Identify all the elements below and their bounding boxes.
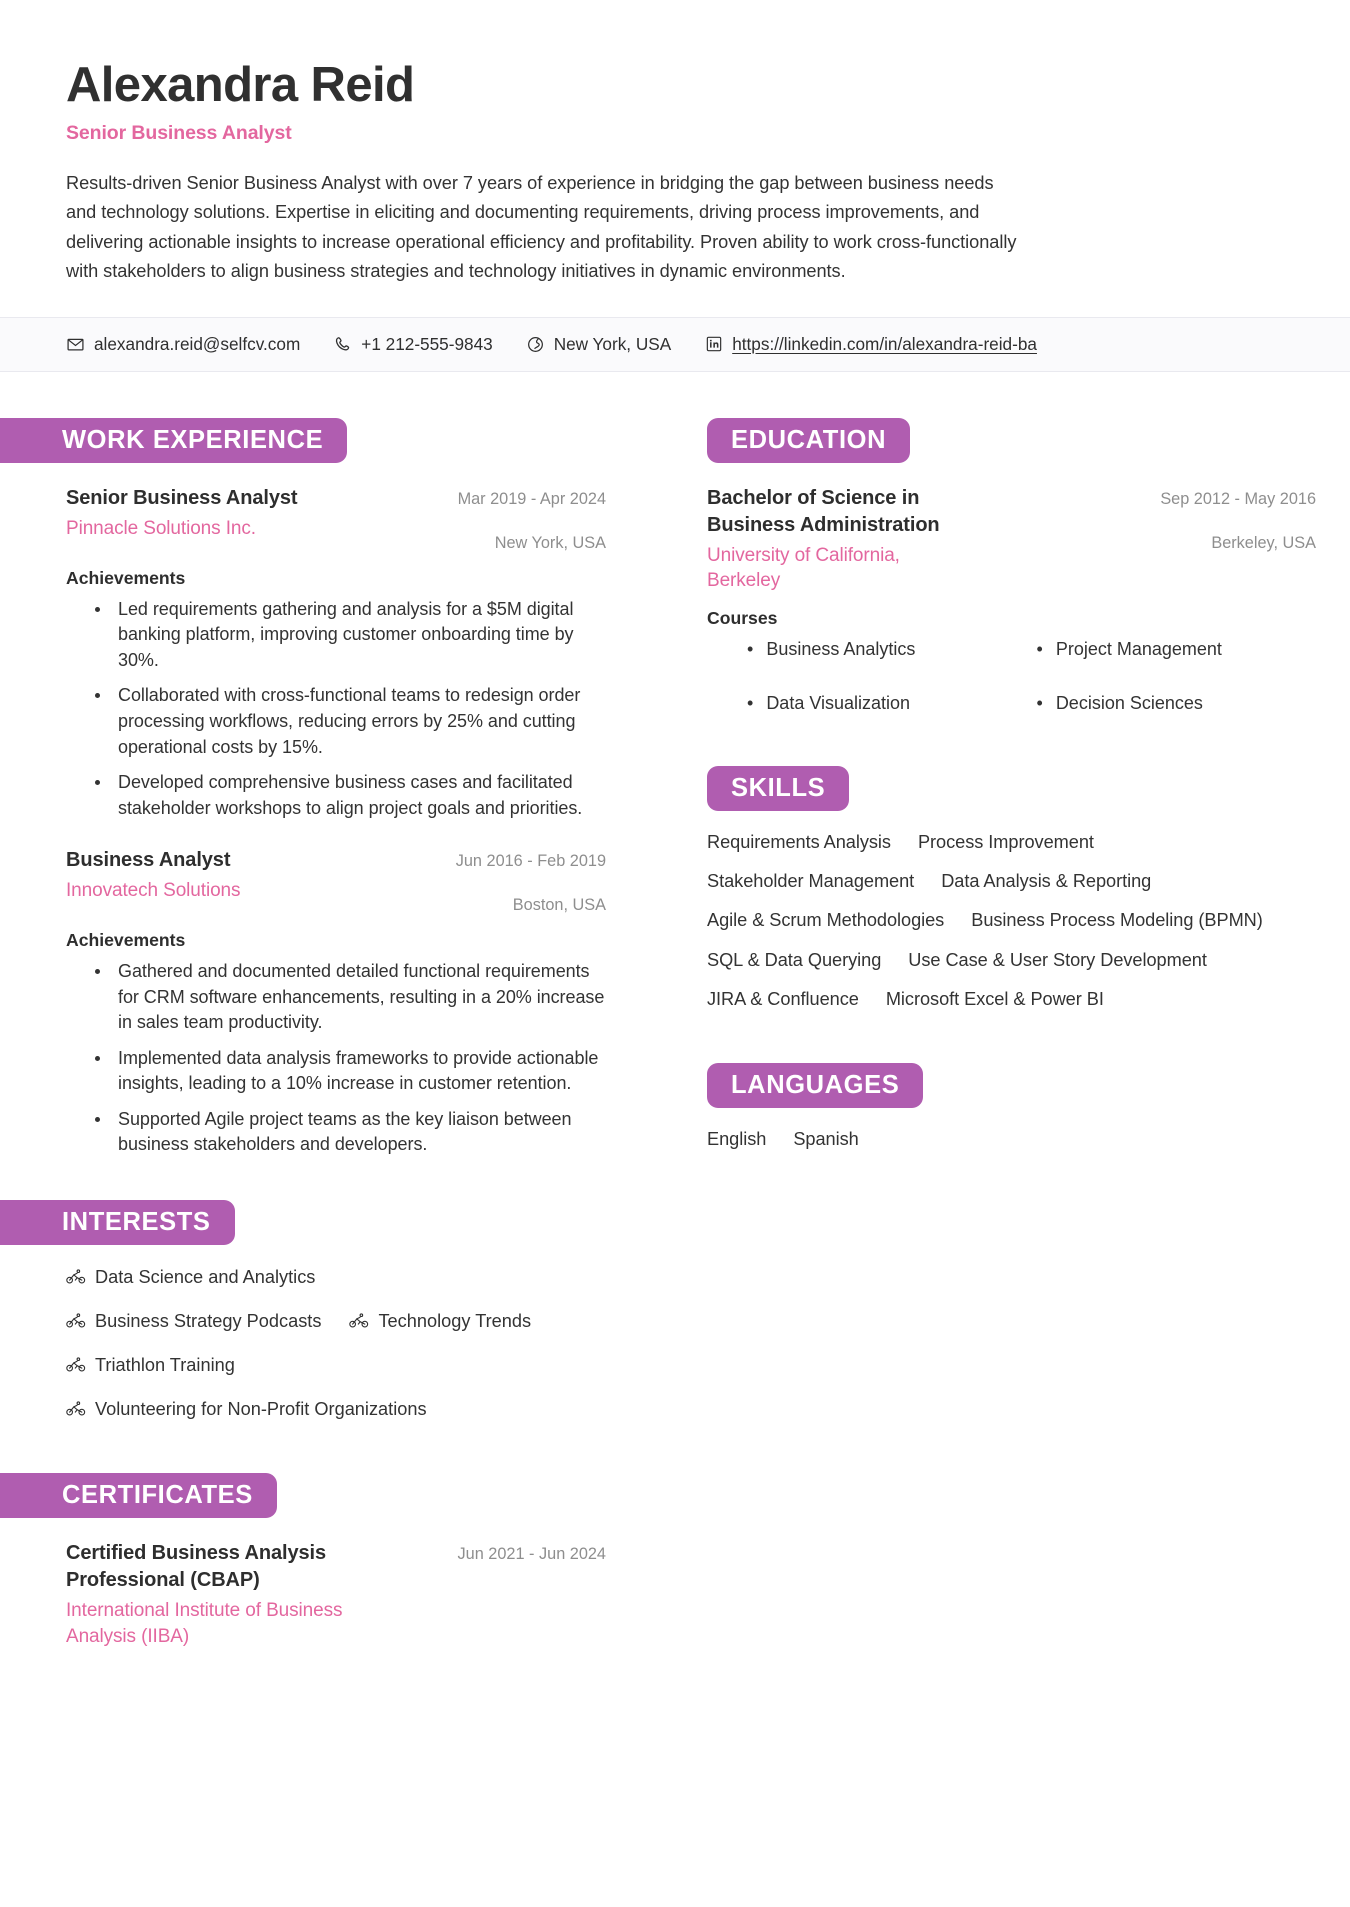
skill-item: Use Case & User Story Development — [908, 949, 1207, 970]
bullet-dot: • — [1036, 639, 1043, 660]
globe-pin-icon — [526, 335, 545, 354]
contact-location-text: New York, USA — [553, 333, 672, 354]
work-entry-date: Jun 2016 - Feb 2019 — [455, 852, 606, 871]
interest-label: Technology Trends — [378, 1311, 532, 1332]
bullet-dot: • — [1036, 693, 1043, 714]
bicycle-icon — [349, 1313, 369, 1329]
professional-summary: Results-driven Senior Business Analyst with over 7 years of experience in bridging the gap between business needs and technology solutions. Expertise in eliciting and documenting requirements, driving process improvements, and delivering actionable insights to increase operational efficiency and profitability. Proven ability to work cross-functionally with stakeholders to align business strategies and technology initiatives in dynamic environments. — [66, 172, 1017, 282]
work-entry-company: Innovatech Solutions — [66, 880, 241, 902]
interest-label: Volunteering for Non-Profit Organizations — [95, 1399, 427, 1420]
contact-phone[interactable] — [333, 334, 492, 355]
skill-item: Agile & Scrum Methodologies — [707, 910, 945, 931]
work-achievements-list — [66, 597, 606, 821]
section-skills — [673, 766, 1350, 1015]
skills-list — [673, 827, 1313, 1015]
contact-linkedin[interactable] — [704, 334, 1037, 355]
achievements-label: Achievements — [66, 930, 186, 951]
candidate-job-title: Senior Business Analyst — [66, 121, 292, 144]
bicycle-icon — [66, 1269, 86, 1285]
contact-location — [526, 334, 672, 355]
contact-linkedin-text[interactable]: https://linkedin.com/in/alexandra-reid-ba — [732, 333, 1037, 354]
language-item: English — [707, 1129, 767, 1150]
courses-label: Courses — [707, 608, 778, 629]
certificate-entry-head — [66, 1540, 606, 1649]
work-entry — [0, 847, 672, 1158]
skill-item: SQL & Data Querying — [707, 949, 882, 970]
list-item — [1037, 637, 1317, 661]
section-work-experience — [0, 418, 672, 1158]
contact-bar — [0, 317, 1350, 372]
work-entry-head — [66, 847, 606, 916]
list-item: • Gathered and documented detailed functional requirements for CRM software enhancements, resulting in a 20% increase in sales team productivity. — [112, 959, 606, 1036]
course-label: Decision Sciences — [1055, 693, 1203, 714]
list-item: • Supported Agile project teams as the key liaison between business stakeholders and developers. — [112, 1107, 606, 1158]
bullet-dot: • — [747, 639, 754, 660]
work-entry-company: Pinnacle Solutions Inc. — [66, 517, 256, 539]
envelope-icon — [66, 335, 85, 354]
education-date: Sep 2012 - May 2016 — [1160, 489, 1316, 508]
resume-header — [0, 0, 1350, 287]
list-item — [349, 1305, 531, 1337]
skill-item: Process Improvement — [917, 831, 1094, 852]
section-education — [673, 418, 1350, 716]
phone-icon — [333, 335, 352, 354]
bicycle-icon — [66, 1313, 86, 1329]
list-item: • Led requirements gathering and analysis for a $5M digital banking platform, improving customer onboarding time by 30%. — [112, 597, 606, 674]
list-item — [747, 691, 1027, 715]
language-item: Spanish — [793, 1129, 859, 1150]
skill-item: Stakeholder Management — [707, 870, 915, 891]
achievements-label: Achievements — [66, 567, 186, 588]
resume-body — [0, 372, 1350, 1650]
work-entry-date: Mar 2019 - Apr 2024 — [457, 489, 606, 508]
work-achievements-list — [66, 959, 606, 1158]
certificate-title: Certified Business Analysis Professional (CBAP) — [66, 1542, 326, 1592]
education-school: University of California, Berkeley — [707, 544, 900, 592]
list-item: • Collaborated with cross-functional teams to redesign order processing workflows, reducing errors by 25% and cutting operational costs by 15%. — [112, 683, 606, 760]
list-item — [1037, 691, 1317, 715]
work-entry-head — [66, 485, 606, 554]
list-item — [747, 637, 1027, 661]
interest-label: Triathlon Training — [95, 1355, 235, 1376]
education-entry — [673, 485, 1350, 716]
work-entry-location: New York, USA — [494, 533, 606, 552]
section-title-languages: LANGUAGES — [707, 1063, 923, 1108]
skill-item: Data Analysis & Reporting — [941, 870, 1152, 891]
contact-email-text: alexandra.reid@selfcv.com — [94, 333, 301, 354]
list-item — [66, 1261, 315, 1293]
left-column — [0, 372, 672, 1650]
skill-item: JIRA & Confluence — [707, 988, 859, 1009]
work-entry-title: Senior Business Analyst — [66, 486, 298, 509]
work-entry-location: Boston, USA — [512, 896, 606, 915]
skill-item: Requirements Analysis — [707, 831, 891, 852]
section-title-work-experience: WORK EXPERIENCE — [0, 418, 347, 463]
contact-email[interactable] — [66, 334, 300, 355]
skill-item: Business Process Modeling (BPMN) — [971, 910, 1263, 931]
right-column — [672, 372, 1350, 1156]
course-label: Data Visualization — [766, 693, 911, 714]
languages-list — [673, 1124, 1313, 1155]
section-languages — [673, 1063, 1350, 1155]
certificate-entry — [0, 1540, 672, 1649]
section-title-interests: INTERESTS — [0, 1200, 235, 1245]
certificate-issuer: International Institute of Business Analysis (IIBA) — [66, 1600, 343, 1647]
education-degree: Bachelor of Science in Business Administration — [707, 486, 940, 536]
bicycle-icon — [66, 1401, 86, 1417]
course-label: Business Analytics — [766, 639, 916, 660]
course-label: Project Management — [1055, 639, 1222, 660]
skill-item: Microsoft Excel & Power BI — [885, 988, 1104, 1009]
courses-list — [707, 637, 1316, 716]
certificate-date: Jun 2021 - Jun 2024 — [457, 1545, 606, 1564]
list-item: • Developed comprehensive business cases and facilitated stakeholder workshops to align project goals and priorities. — [112, 770, 606, 821]
bullet-dot: • — [747, 693, 754, 714]
interest-label: Data Science and Analytics — [95, 1267, 316, 1288]
section-title-certificates: CERTIFICATES — [0, 1473, 277, 1518]
section-title-skills: SKILLS — [707, 766, 849, 811]
candidate-name: Alexandra Reid — [66, 58, 415, 112]
work-entry-title: Business Analyst — [66, 849, 231, 872]
interests-list — [0, 1261, 640, 1425]
list-item — [66, 1305, 321, 1337]
linkedin-icon — [704, 335, 723, 354]
list-item — [66, 1393, 427, 1425]
section-title-education: EDUCATION — [707, 418, 910, 463]
list-item: • Implemented data analysis frameworks to provide actionable insights, leading to a 10% increase in customer retention. — [112, 1046, 606, 1097]
list-item — [66, 1349, 235, 1381]
interest-label: Business Strategy Podcasts — [95, 1311, 322, 1332]
bicycle-icon — [66, 1357, 86, 1373]
contact-phone-text: +1 212-555-9843 — [361, 333, 493, 354]
work-entry — [0, 485, 672, 821]
section-certificates — [0, 1473, 672, 1649]
education-entry-head — [707, 485, 1316, 594]
section-interests — [0, 1200, 672, 1425]
education-location: Berkeley, USA — [1211, 533, 1316, 552]
